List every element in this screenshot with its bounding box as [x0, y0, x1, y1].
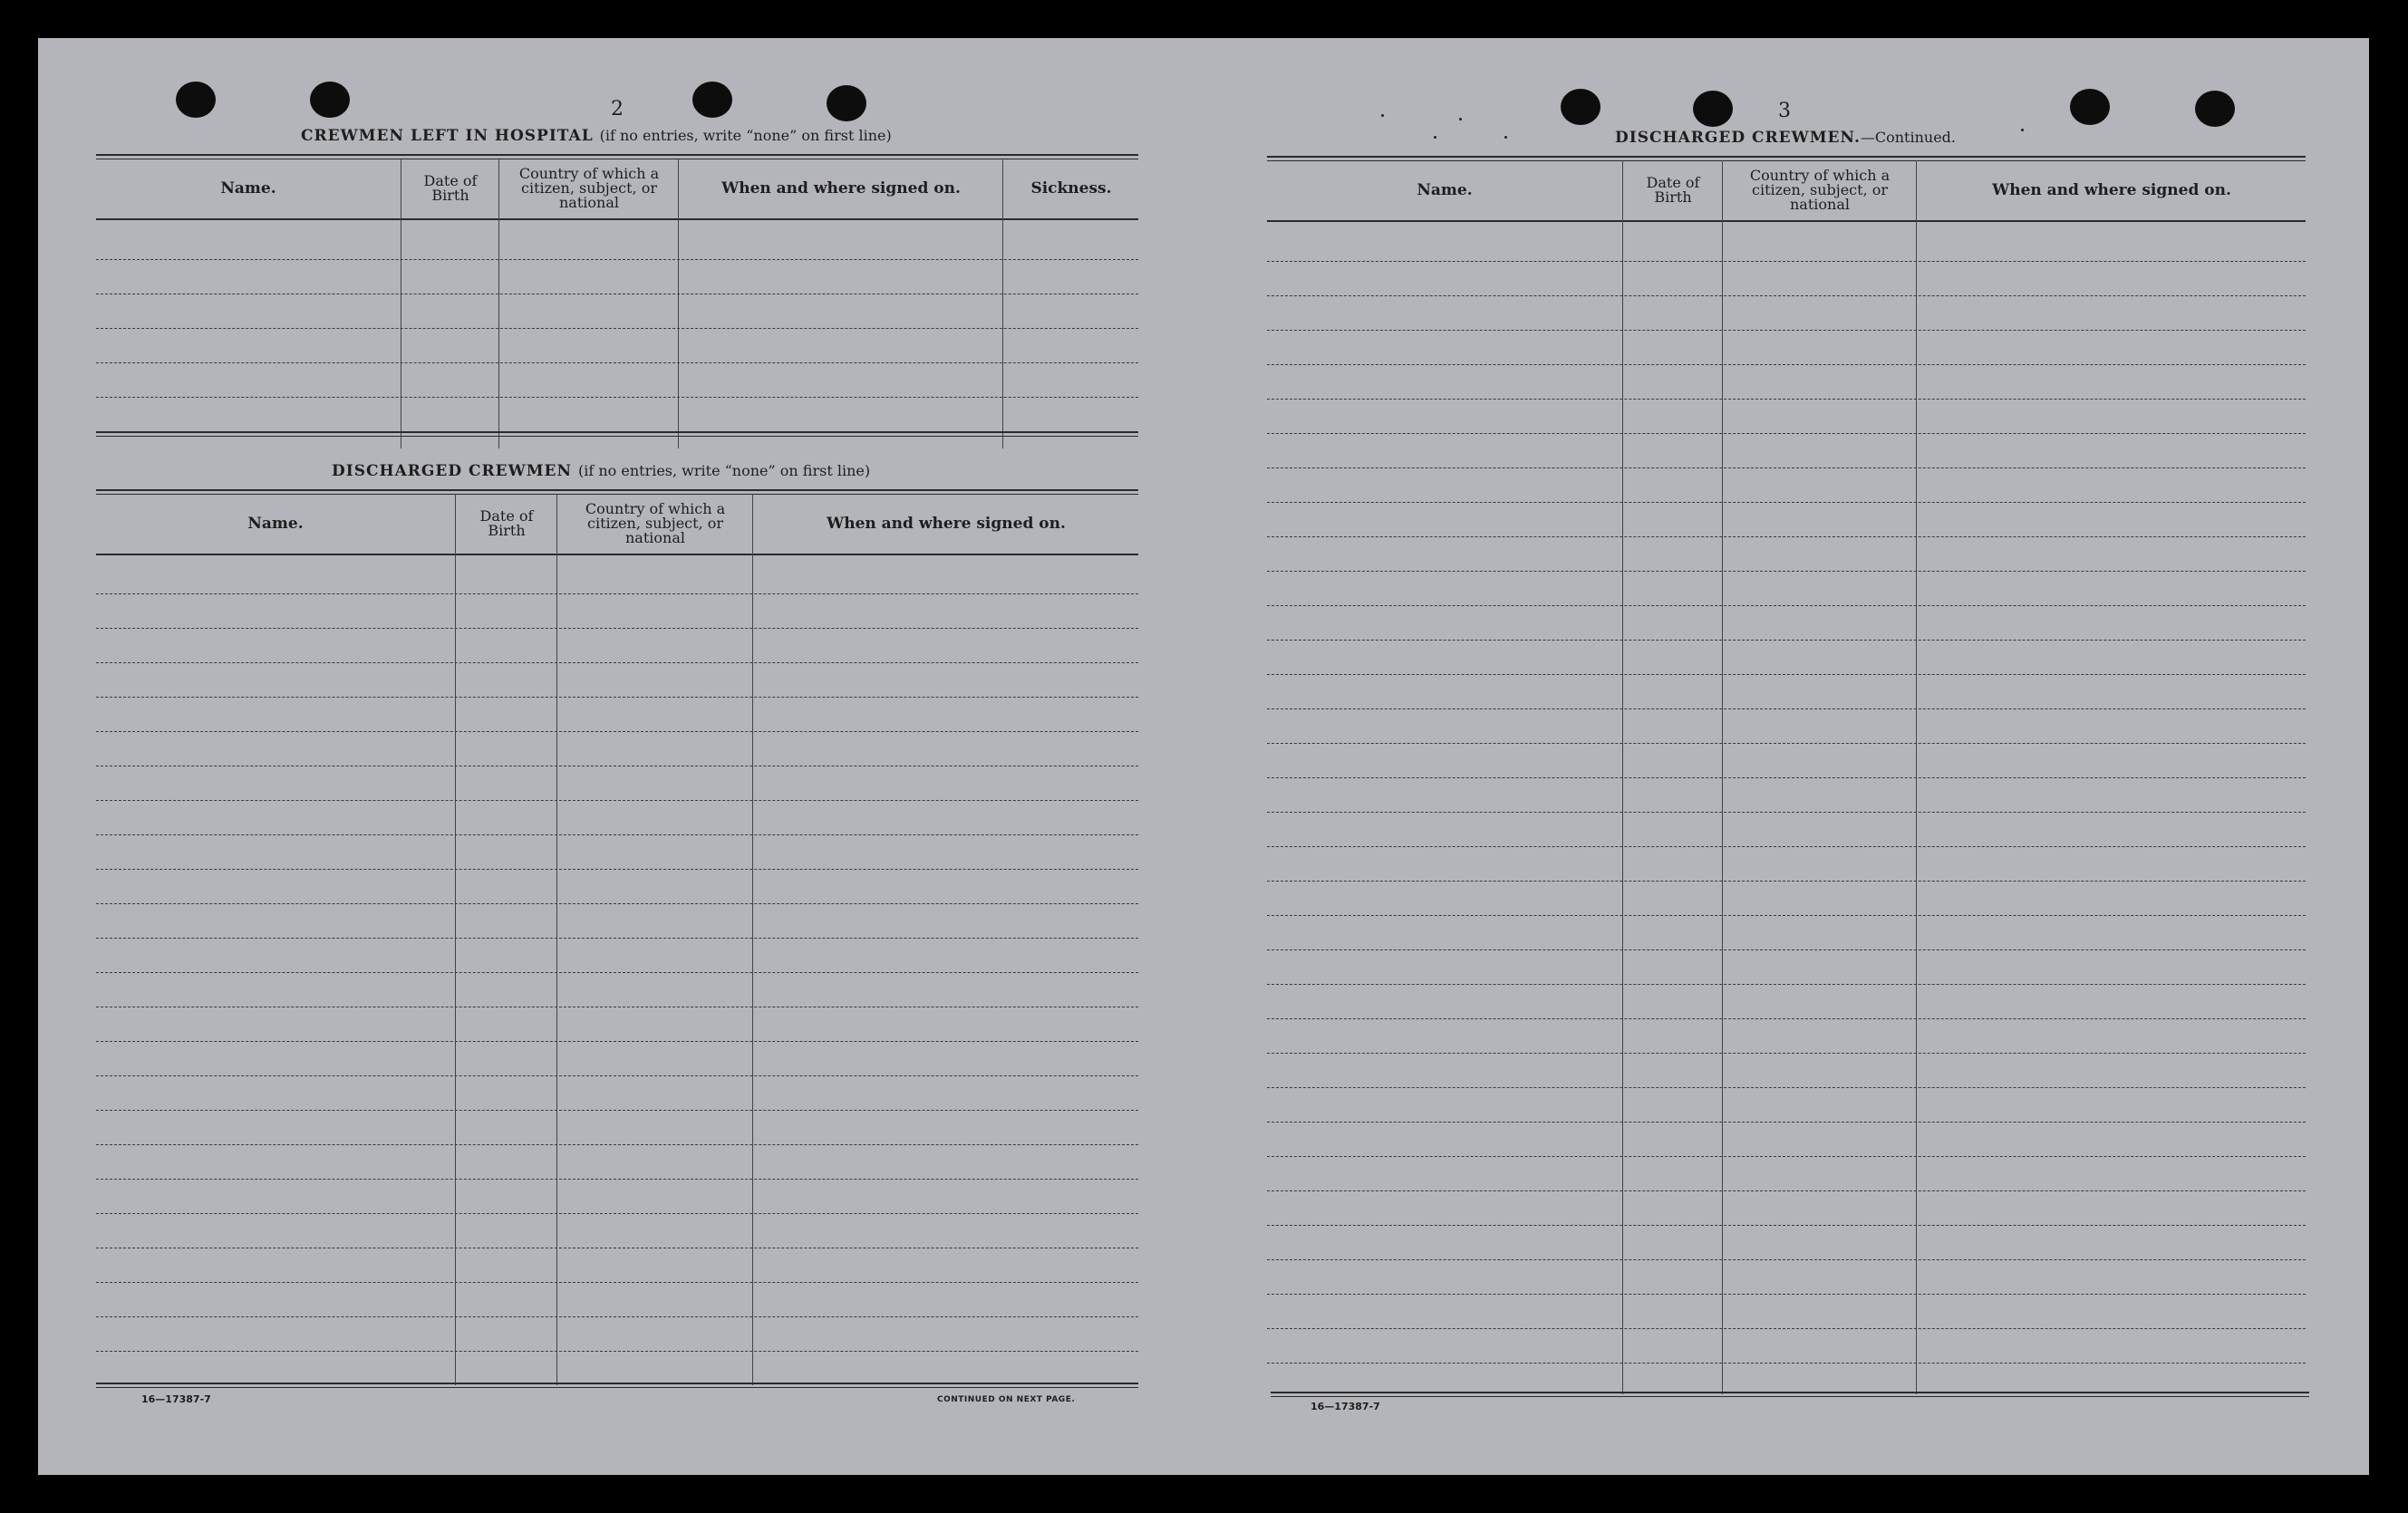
entry-line	[1267, 433, 2306, 434]
speck	[1459, 118, 1462, 120]
entry-line	[1267, 1259, 2306, 1260]
entry-line	[1267, 1328, 2306, 1329]
entry-line	[1267, 399, 2306, 400]
discharged-title-text: DISCHARGED CREWMEN	[332, 462, 573, 480]
form-number: 16—17387-7	[141, 1393, 211, 1405]
entry-line	[1267, 1190, 2306, 1191]
discharged-col-country-text: Country of which a citizen, subject, or national	[585, 500, 726, 546]
punch-hole	[310, 82, 350, 118]
entry-line	[1267, 261, 2306, 262]
entry-line	[1267, 846, 2306, 847]
entry-line	[1267, 881, 2306, 882]
continued-col-country	[1724, 162, 1916, 218]
entry-line	[1267, 467, 2306, 468]
entry-line	[1267, 605, 2306, 606]
entry-line	[96, 869, 1138, 870]
hospital-col-country	[500, 160, 678, 217]
entry-line	[1267, 364, 2306, 365]
entry-line	[96, 593, 1138, 594]
form-number: 16—17387-7	[1310, 1401, 1380, 1412]
hospital-section-title	[301, 127, 892, 145]
entry-line	[96, 1213, 1138, 1214]
document-sheet	[38, 38, 2369, 1475]
entry-line	[1267, 674, 2306, 675]
page-number: 3	[1778, 100, 1791, 122]
punch-hole	[2195, 91, 2235, 127]
entry-line	[1267, 502, 2306, 503]
punch-hole	[176, 82, 216, 118]
entry-line	[96, 1144, 1138, 1145]
speck	[1434, 136, 1436, 139]
speck	[1381, 114, 1384, 117]
entry-line	[96, 362, 1138, 363]
entry-line	[1267, 640, 2306, 641]
discharged-col-date-of-birth	[457, 496, 556, 552]
entry-line	[1267, 1225, 2306, 1226]
entry-line	[1267, 536, 2306, 537]
hospital-table-top-rule	[96, 154, 1138, 156]
hospital-title-note: (if no entries, write “none” on first line)	[599, 127, 892, 144]
entry-line	[96, 800, 1138, 801]
punch-hole	[2070, 89, 2110, 125]
punch-hole	[1561, 89, 1600, 125]
entry-line	[1267, 330, 2306, 331]
entry-line	[96, 972, 1138, 973]
entry-line	[1267, 1294, 2306, 1295]
hospital-table-bottom-rule	[96, 431, 1138, 433]
entry-line	[96, 259, 1138, 260]
continued-col-when-where: When and where signed on.	[1992, 181, 2231, 199]
continued-header-rule	[1267, 220, 2306, 222]
entry-line	[1267, 571, 2306, 572]
entry-line	[96, 938, 1138, 939]
entry-line	[96, 1179, 1138, 1180]
entry-line	[1267, 1156, 2306, 1157]
entry-line	[1267, 743, 2306, 744]
hospital-col-divider	[678, 159, 679, 448]
entry-line	[1267, 295, 2306, 296]
entry-line	[96, 328, 1138, 329]
discharged-continued-title	[1615, 129, 1956, 147]
continued-col-country-text: Country of which a citizen, subject, or national	[1749, 167, 1891, 213]
continued-note: CONTINUED ON NEXT PAGE.	[937, 1395, 1076, 1404]
entry-line	[1267, 984, 2306, 985]
discharged-col-country	[558, 496, 752, 552]
hospital-col-date-of-birth-text: Date of Birth	[423, 172, 478, 204]
continued-table-top-rule	[1267, 156, 2306, 158]
hospital-title-text: CREWMEN LEFT IN HOSPITAL	[301, 127, 594, 145]
entry-line	[96, 1041, 1138, 1042]
punch-hole	[692, 82, 732, 118]
entry-line	[1267, 915, 2306, 916]
entry-line	[1267, 949, 2306, 950]
discharged-header-rule	[96, 554, 1138, 555]
entry-line	[96, 903, 1138, 904]
entry-line	[1267, 1122, 2306, 1123]
entry-line	[1267, 777, 2306, 778]
discharged-title-note: (if no entries, write “none” on first line)	[577, 462, 871, 479]
entry-line	[96, 1075, 1138, 1076]
entry-line	[96, 697, 1138, 698]
hospital-col-divider	[1002, 159, 1003, 448]
hospital-col-when-where: When and where signed on.	[721, 179, 961, 198]
entry-line	[96, 397, 1138, 398]
discharged-table-top-rule	[96, 489, 1138, 491]
discharged-table-bottom-rule	[96, 1383, 1138, 1384]
punch-hole	[1693, 91, 1733, 127]
entry-line	[1267, 1018, 2306, 1019]
entry-line	[96, 834, 1138, 835]
continued-col-date-of-birth	[1624, 162, 1722, 218]
entry-line	[1267, 1087, 2306, 1088]
entry-line	[96, 1316, 1138, 1317]
speck	[1504, 136, 1507, 139]
entry-line	[96, 662, 1138, 663]
entry-line	[96, 731, 1138, 732]
hospital-col-date-of-birth	[402, 160, 498, 217]
continued-col-name: Name.	[1417, 181, 1473, 199]
discharged-continued-title-text: DISCHARGED CREWMEN.	[1615, 129, 1861, 147]
entry-line	[96, 1282, 1138, 1283]
discharged-col-date-of-birth-text: Date of Birth	[479, 507, 534, 539]
discharged-col-when-where: When and where signed on.	[827, 515, 1066, 533]
punch-hole	[827, 85, 866, 121]
discharged-continued-suffix: —Continued.	[1860, 129, 1957, 146]
hospital-col-country-text: Country of which a citizen, subject, or national	[518, 165, 660, 211]
hospital-col-sickness: Sickness.	[1030, 179, 1112, 198]
entry-line	[96, 628, 1138, 629]
discharged-section-title	[332, 462, 870, 480]
discharged-col-name: Name.	[247, 515, 304, 533]
entry-line	[1267, 1053, 2306, 1054]
hospital-header-rule	[96, 218, 1138, 220]
speck	[2021, 129, 2024, 131]
page-number: 2	[611, 98, 624, 120]
hospital-col-divider	[498, 159, 499, 448]
continued-table-bottom-rule	[1271, 1392, 2309, 1393]
entry-line	[1267, 1363, 2306, 1364]
entry-line	[1267, 708, 2306, 709]
entry-line	[96, 1351, 1138, 1352]
entry-line	[1267, 812, 2306, 813]
hospital-col-name: Name.	[220, 179, 276, 198]
continued-col-date-of-birth-text: Date of Birth	[1646, 174, 1700, 206]
entry-line	[96, 1110, 1138, 1111]
